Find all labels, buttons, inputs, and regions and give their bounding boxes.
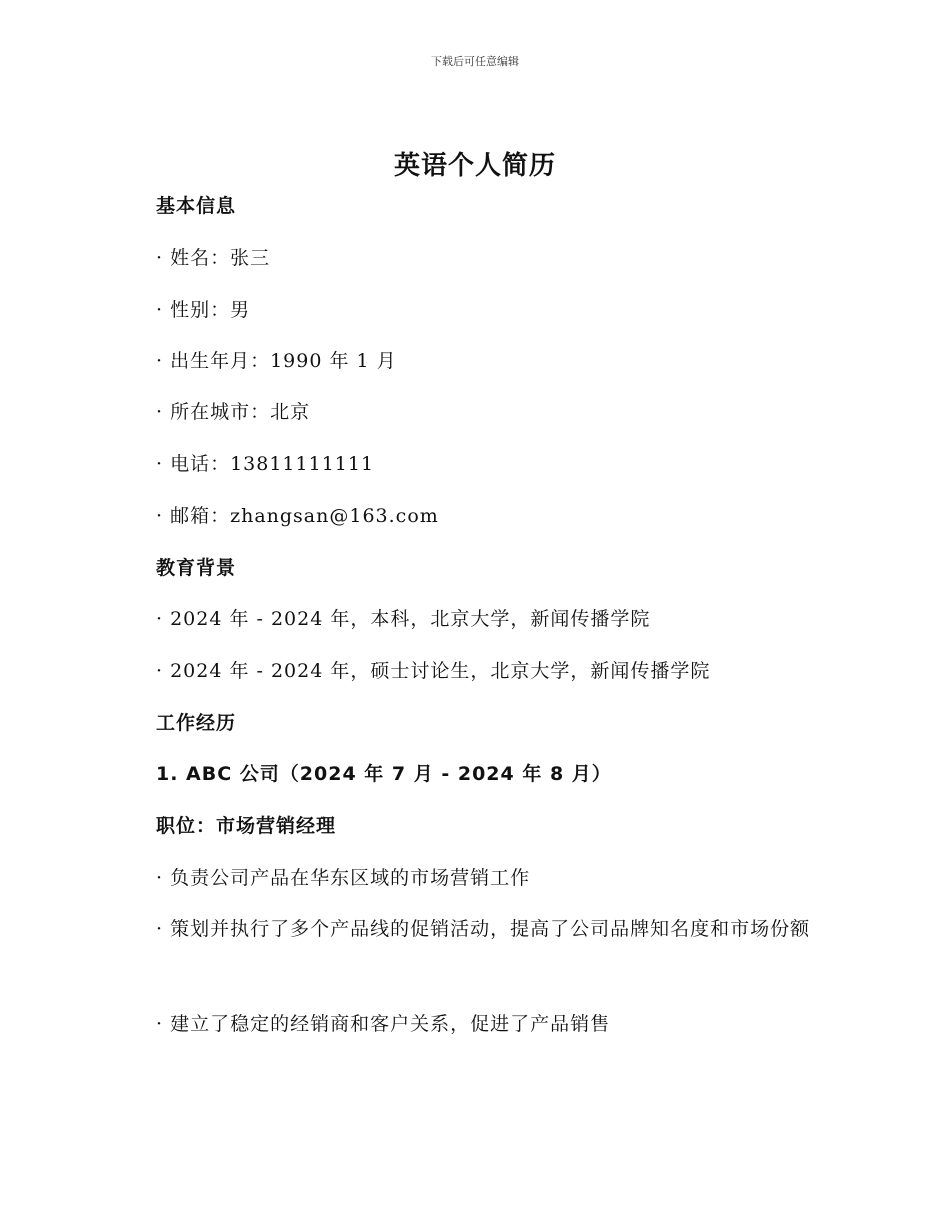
work-position: 职位：市场营销经理	[156, 815, 337, 837]
education-item: · 2024 年 - 2024 年，硕士讨论生，北京大学，新闻传播学院	[156, 660, 711, 682]
section-heading-basic: 基本信息	[156, 195, 237, 217]
field-email: · 邮箱：zhangsan@163.com	[156, 505, 439, 527]
work-duty: · 建立了稳定的经销商和客户关系，促进了产品销售	[156, 1013, 611, 1035]
section-heading-work: 工作经历	[156, 712, 237, 734]
work-duty: · 策划并执行了多个产品线的促销活动，提高了公司品牌知名度和市场份额	[156, 918, 811, 940]
page-header-note: 下载后可任意编辑	[431, 55, 519, 68]
work-duty: · 负责公司产品在华东区域的市场营销工作	[156, 867, 531, 889]
document-title: 英语个人简历	[393, 151, 556, 181]
work-company: 1. ABC 公司（2024 年 7 月 - 2024 年 8 月）	[156, 763, 612, 785]
education-item: · 2024 年 - 2024 年，本科，北京大学，新闻传播学院	[156, 608, 651, 630]
field-gender: · 性别：男	[156, 299, 251, 321]
section-heading-education: 教育背景	[156, 557, 237, 579]
field-phone: · 电话：13811111111	[156, 453, 375, 475]
field-birth: · 出生年月：1990 年 1 月	[156, 350, 397, 372]
field-city: · 所在城市：北京	[156, 401, 311, 423]
field-name: · 姓名：张三	[156, 247, 271, 269]
